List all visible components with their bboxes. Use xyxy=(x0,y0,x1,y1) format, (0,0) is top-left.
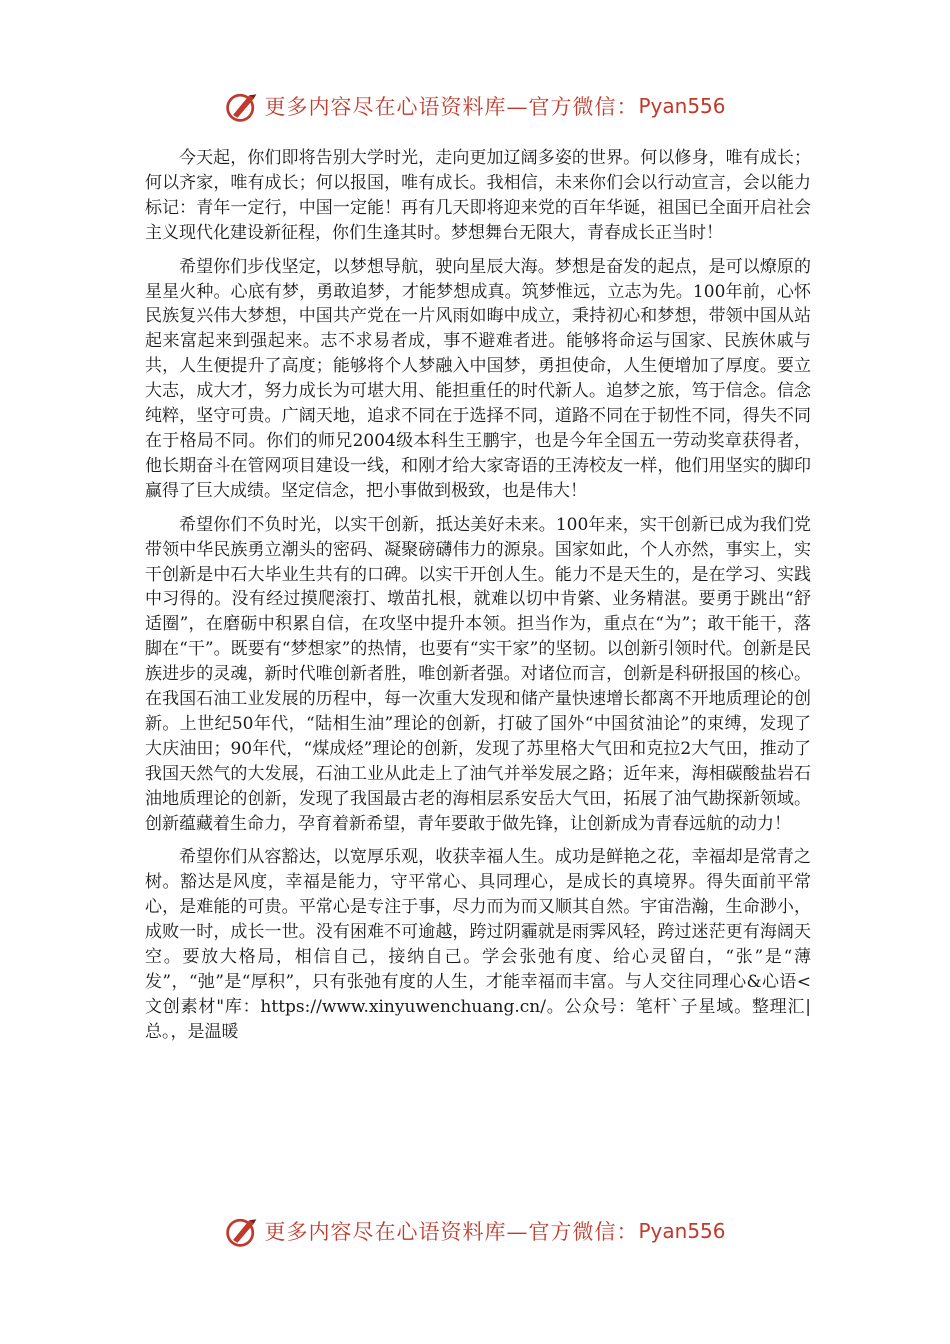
header-banner-text: 更多内容尽在心语资料库—官方微信： xyxy=(264,95,639,119)
pen-logo-icon xyxy=(224,88,260,124)
header-wechat-id: Pyan556 xyxy=(638,94,726,118)
footer-wechat-id: Pyan556 xyxy=(638,1219,726,1243)
pen-logo-icon xyxy=(224,1213,260,1249)
paragraph-2: 希望你们步伐坚定，以梦想导航，驶向星辰大海。梦想是奋发的起点，是可以燎原的星星火种。心底有梦，勇敢追梦，才能梦想成真。筑梦惟远，立志为先。100年前，心怀民族复兴伟大梦想，中国共产党在一片风雨如晦中成立，秉持初心和梦想，带领中国从站起来富起来到强起来。志不求易者成，事不避难者进。能够将命运与国家、民族休戚与共，人生便提升了高度；能够将个人梦融入中国梦，勇担使命，人生便增加了厚度。要立大志，成大才，努力成长为可堪大用、能担重任的时代新人。追梦之旅，笃于信念。信念纯粹，坚守可贵。广阔天地，追求不同在于选择不同，道路不同在于韧性不同，得失不同在于格局不同。你们的师兄2004级本科生王鹏宇，也是今年全国五一劳动奖章获得者，他长期奋斗在管网项目建设一线，和刚才给大家寄语的王涛校友一样，他们用坚实的脚印赢得了巨大成绩。坚定信念，把小事做到极致，也是伟大！ xyxy=(145,256,811,501)
header-banner xyxy=(0,84,950,128)
paragraph-3: 希望你们不负时光，以实干创新，抵达美好未来。100年来，实干创新已成为我们党带领中华民族勇立潮头的密码、凝聚磅礴伟力的源泉。国家如此，个人亦然，事实上，实干创新是中石大毕业生共有的口碑。以实干开创人生。能力不是天生的，是在学习、实践中习得的。没有经过摸爬滚打、墩苗扎根，就难以切中肯綮、业务精湛。要勇于跳出“舒适圈”，在磨砺中积累自信，在攻坚中提升本领。担当作为，重点在“为”；敢干能干，落脚在“干”。既要有“梦想家”的热情，也要有“实干家”的坚韧。以创新引领时代。创新是民族进步的灵魂，新时代唯创新者胜，唯创新者强。对诸位而言，创新是科研报国的核心。在我国石油工业发展的历程中，每一次重大发现和储产量快速增长都离不开地质理论的创新。上世纪50年代，“陆相生油”理论的创新，打破了国外“中国贫油论”的束缚，发现了大庆油田；90年代，“煤成烃”理论的创新，发现了苏里格大气田和克拉2大气田，推动了我国天然气的大发展，石油工业从此走上了油气并举发展之路；近年来，海相碳酸盐岩石油地质理论的创新，发现了我国最古老的海相层系安岳大气田，拓展了油气勘探新领域。创新蕴藏着生命力，孕育着新希望，青年要敢于做先锋，让创新成为青春远航的动力！ xyxy=(145,514,811,834)
paragraph-1: 今天起，你们即将告别大学时光，走向更加辽阔多姿的世界。何以修身，唯有成长；何以齐家，唯有成长；何以报国，唯有成长。我相信，未来你们会以行动宣言，会以能力标记：青年一定行，中国一定能！再有几天即将迎来党的百年华诞，祖国已全面开启社会主义现代化建设新征程，你们生逢其时。梦想舞台无限大，青春成长正当时！ xyxy=(145,148,811,243)
paragraph-4: 希望你们从容豁达，以宽厚乐观，收获幸福人生。成功是鲜艳之花，幸福却是常青之树。豁达是风度，幸福是能力，守平常心、具同理心，是成长的真境界。得失面前平常心，是难能的可贵。平常心是专注于事，尽力而为而又顺其自然。宇宙浩瀚，生命渺小，成败一时，成长一世。没有困难不可逾越，跨过阴霾就是雨霁风轻，跨过迷茫更有海阔天空。要放大格局，相信自己，接纳自己。学会张弛有度、给心灵留白，“张”是“薄发”，“弛”是“厚积”，只有张弛有度的人生，才能幸福而丰富。与人交往同理心&心语<文创素材"库：https://www.xinyuwenchuang.cn/。公众号：笔杆`子星域。整理汇|总。，是温暖 xyxy=(145,847,811,1042)
article-body xyxy=(145,146,811,1054)
footer-banner xyxy=(0,1209,950,1253)
footer-banner-text: 更多内容尽在心语资料库—官方微信： xyxy=(264,1220,639,1244)
